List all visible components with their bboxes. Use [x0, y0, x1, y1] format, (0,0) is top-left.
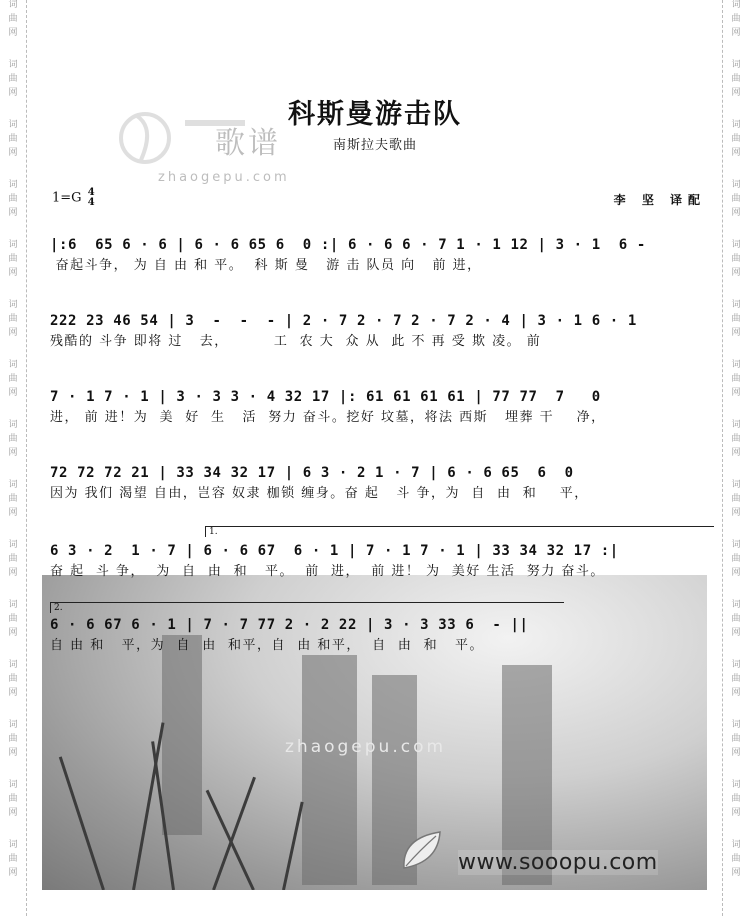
side-watermark-char: 曲 — [731, 554, 741, 564]
side-watermark-char: 词 — [731, 60, 741, 70]
score-line-1-lyrics: 奋起斗争， 为 自 由 和 平。 科 斯 曼 游 击 队员 向 前 进， — [50, 258, 482, 273]
credit-translator: 李 坚 译配 — [613, 193, 706, 207]
side-watermark-char: 网 — [731, 628, 741, 638]
side-watermark-char: 词 — [731, 240, 741, 250]
side-watermark-char: 曲 — [8, 854, 18, 864]
side-watermark-char: 曲 — [8, 194, 18, 204]
side-watermark-char: 网 — [8, 148, 18, 158]
side-watermark-char: 词 — [731, 600, 741, 610]
score-line-3 — [50, 386, 710, 428]
score-line-2-lyrics: 残酷的 斗争 即将 过 去， 工 农 大 众 从 此 不 再 受 欺 凌。 前 — [50, 334, 542, 349]
side-watermark-char: 词 — [8, 180, 18, 190]
side-watermark-char: 曲 — [8, 434, 18, 444]
side-watermark-char: 词 — [731, 720, 741, 730]
song-title: 科斯曼游击队 — [288, 99, 462, 130]
side-watermark-char: 曲 — [731, 374, 741, 384]
side-watermark-char: 网 — [731, 868, 741, 878]
side-watermark-char: 曲 — [731, 74, 741, 84]
side-watermark-char: 网 — [731, 268, 741, 278]
side-watermark-char: 词 — [731, 540, 741, 550]
side-watermark-char: 词 — [731, 840, 741, 850]
side-watermark-char: 曲 — [8, 314, 18, 324]
side-watermark-char: 词 — [8, 840, 18, 850]
side-watermark-char: 曲 — [731, 134, 741, 144]
side-watermark-char: 网 — [731, 808, 741, 818]
score-line-6-notes: 6 · 6 67 6 · 1 | 7 · 7 77 2 · 2 22 | 3 · 3 33 6 - || — [50, 617, 529, 633]
score-line-4 — [50, 462, 710, 504]
score-line-5 — [50, 540, 710, 582]
score-line-2 — [50, 310, 710, 352]
side-watermark-char: 词 — [731, 180, 741, 190]
side-watermark-char: 网 — [731, 508, 741, 518]
side-watermark-char: 网 — [731, 208, 741, 218]
side-watermark-char: 网 — [731, 388, 741, 398]
watermark-logo-text: 歌谱 — [215, 126, 281, 161]
side-watermark-char: 词 — [8, 0, 18, 10]
volta-bracket-1: 1. — [205, 526, 714, 537]
side-watermark-char: 曲 — [731, 194, 741, 204]
score-line-1 — [50, 234, 710, 276]
side-watermark-char: 词 — [8, 720, 18, 730]
side-watermark-char: 词 — [731, 420, 741, 430]
side-watermark-char: 词 — [731, 120, 741, 130]
score-line-5-lyrics: 奋 起 斗 争， 为 自 由 和 平。 前 进， 前 进！ 为 美好 生活 努力 奋斗。 — [50, 564, 605, 579]
side-watermark-char: 词 — [8, 540, 18, 550]
side-watermark-char: 词 — [8, 60, 18, 70]
side-watermark-char: 曲 — [731, 434, 741, 444]
side-watermark-char: 曲 — [8, 134, 18, 144]
side-watermark-char: 词 — [8, 300, 18, 310]
side-watermark-char: 曲 — [731, 854, 741, 864]
side-watermark-char: 曲 — [8, 254, 18, 264]
side-watermark-char: 网 — [8, 208, 18, 218]
side-watermark-char: 网 — [8, 808, 18, 818]
key-label: 1=G — [52, 190, 82, 206]
side-watermark-char: 曲 — [731, 14, 741, 24]
side-watermark-char: 网 — [8, 388, 18, 398]
time-signature — [88, 188, 95, 208]
side-watermark-char: 曲 — [731, 254, 741, 264]
side-watermark-char: 词 — [731, 360, 741, 370]
side-watermark-char: 网 — [8, 88, 18, 98]
side-watermark-char: 曲 — [8, 734, 18, 744]
side-watermark-char: 曲 — [731, 314, 741, 324]
score-line-1-notes: |:6 65 6 · 6 | 6 · 6 65 6 0 :| 6 · 6 6 · 7 1 · 1 12 | 3 · 1 6 - — [50, 237, 646, 253]
side-watermark-char: 曲 — [8, 794, 18, 804]
side-watermark-char: 网 — [8, 628, 18, 638]
side-watermark-char: 网 — [731, 148, 741, 158]
score-line-3-notes: 7 · 1 7 · 1 | 3 · 3 3 · 4 32 17 |: 61 61 61 61 | 77 77 7 0 — [50, 389, 601, 405]
side-watermark-char: 曲 — [8, 374, 18, 384]
score-line-5-notes: 6 3 · 2 1 · 7 | 6 · 6 67 6 · 1 | 7 · 1 7 · 1 | 33 34 32 17 :| — [50, 543, 619, 559]
side-watermark-char: 网 — [731, 88, 741, 98]
watermark-site-small: zhaogepu.com — [158, 170, 290, 185]
side-watermark-char: 曲 — [8, 74, 18, 84]
side-watermark-char: 曲 — [8, 674, 18, 684]
side-watermark-char: 网 — [731, 568, 741, 578]
side-watermark-char: 网 — [8, 268, 18, 278]
leaf-logo-icon — [398, 828, 444, 874]
score-line-2-notes: 222 23 46 54 | 3 - - - | 2 · 7 2 · 7 2 · 7 2 · 4 | 3 · 1 6 · 1 — [50, 313, 637, 329]
side-watermark-char: 曲 — [8, 614, 18, 624]
side-watermark-char: 词 — [8, 240, 18, 250]
side-watermark-char: 网 — [8, 688, 18, 698]
side-watermark-char: 网 — [731, 28, 741, 38]
side-watermark-char: 曲 — [731, 494, 741, 504]
side-watermark-char: 网 — [8, 28, 18, 38]
score-line-4-lyrics: 因为 我们 渴望 自由，岂容 奴隶 枷锁 缠身。奋 起 斗 争，为 自 由 和 平， — [50, 486, 589, 501]
site-watermark-corner: www.sooopu.com — [458, 850, 658, 875]
side-watermark-char: 曲 — [731, 734, 741, 744]
side-watermark-char: 曲 — [731, 794, 741, 804]
side-watermark-char: 网 — [8, 448, 18, 458]
side-watermark-char: 词 — [8, 120, 18, 130]
side-watermark-char: 词 — [8, 600, 18, 610]
score-line-6 — [50, 614, 710, 656]
side-watermark-char: 网 — [731, 328, 741, 338]
side-watermark-char: 词 — [8, 780, 18, 790]
score-line-6-lyrics: 自 由 和 平，为 自 由 和平，自 由 和平， 自 由 和 平。 — [50, 638, 485, 653]
side-watermark-char: 词 — [8, 660, 18, 670]
side-watermark-char: 词 — [731, 0, 741, 10]
side-watermark-char: 词 — [731, 300, 741, 310]
side-watermark-char: 网 — [8, 508, 18, 518]
side-watermark-char: 网 — [8, 568, 18, 578]
side-watermark-char: 曲 — [731, 674, 741, 684]
side-watermark-char: 网 — [731, 448, 741, 458]
side-watermark-char: 曲 — [731, 614, 741, 624]
side-watermark-char: 网 — [8, 748, 18, 758]
side-watermark-char: 词 — [8, 360, 18, 370]
side-watermark-char: 词 — [731, 660, 741, 670]
time-bottom: 4 — [87, 197, 95, 208]
side-watermark-char: 网 — [8, 328, 18, 338]
score-line-3-lyrics: 进， 前 进！为 美 好 生 活 努力 奋斗。挖好 坟墓，将法 西斯 埋葬 干 净， — [50, 410, 606, 425]
volta-bracket-2: 2. — [50, 602, 564, 613]
side-watermark-char: 曲 — [8, 14, 18, 24]
key-signature — [52, 188, 95, 208]
side-watermark-char: 词 — [731, 780, 741, 790]
side-watermark-char: 词 — [8, 420, 18, 430]
side-watermark-char: 网 — [731, 688, 741, 698]
song-subtitle: 南斯拉夫歌曲 — [332, 138, 417, 153]
side-watermark-char: 词 — [8, 480, 18, 490]
side-watermark-char: 网 — [731, 748, 741, 758]
side-watermark-char: 曲 — [8, 494, 18, 504]
side-watermark-char: 词 — [731, 480, 741, 490]
watermark-site-bottom: zhaogepu.com — [285, 737, 447, 757]
score-line-4-notes: 72 72 72 21 | 33 34 32 17 | 6 3 · 2 1 · 7 | 6 · 6 65 6 0 — [50, 465, 574, 481]
side-watermark-char: 网 — [8, 868, 18, 878]
side-watermark-char: 曲 — [8, 554, 18, 564]
time-top: 4 — [87, 187, 95, 198]
